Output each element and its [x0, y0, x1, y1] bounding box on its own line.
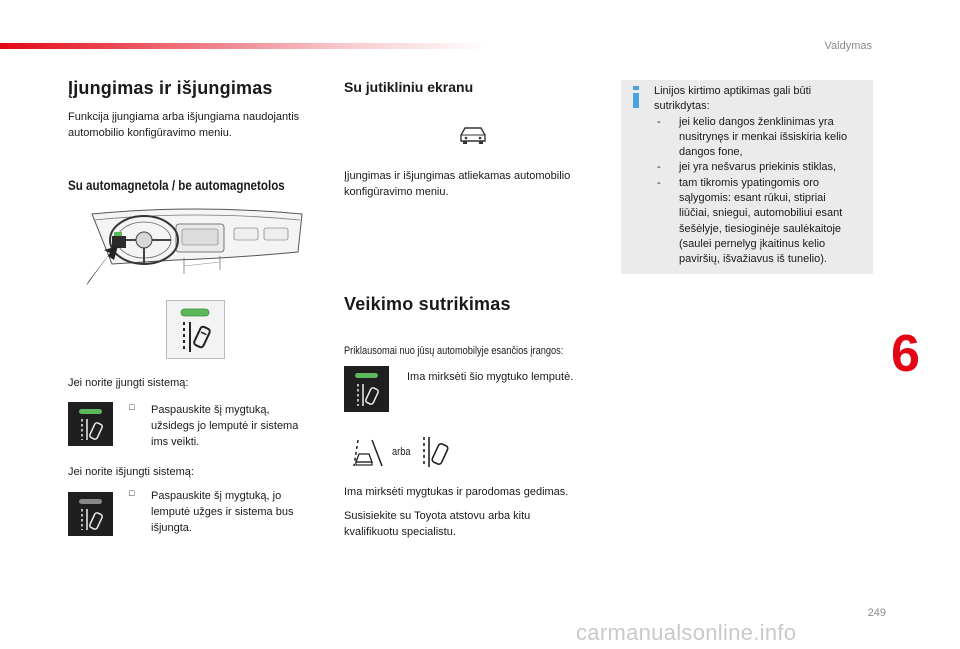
car-icon	[458, 125, 488, 145]
info-box	[621, 80, 873, 274]
info-line: jei yra nešvarus priekinis stiklas,	[679, 161, 837, 174]
depends-note: Priklausomai nuo jūsų automobilyje esančios įrangos:	[344, 345, 564, 357]
info-line: paviršių, išvažiavus iš tunelio).	[679, 253, 827, 266]
disable-line-2: lemputė užges ir sistema bus	[151, 506, 294, 518]
enable-line-3: ims veikti.	[151, 436, 200, 448]
touchscreen-paragraph	[344, 168, 604, 200]
check-icon: □	[129, 402, 135, 412]
enable-label: Jei norite įjungti sistemą:	[68, 377, 189, 389]
blink-lamp-text: Ima mirksėti šio mygtuko lemputė.	[407, 371, 574, 383]
header-red-bar	[0, 43, 490, 49]
subheading-radio: Su automagnetola / be automagnetolos	[68, 178, 285, 193]
disable-line-3: išjungta.	[151, 522, 192, 534]
disable-line-1: Paspauskite šį mygtuką, jo	[151, 490, 282, 502]
info-dash: -	[657, 176, 661, 189]
info-line: (saulei pernelyg įkaitinus kelio	[679, 237, 826, 250]
touchscreen-heading: Su jutikliniu ekranu	[344, 79, 474, 95]
contact-line-1: Susisiekite su Toyota atstovu arba kitu	[344, 510, 531, 522]
info-line: šešėlyje, tiesioginėje saulėkaitoje	[679, 222, 842, 235]
info-line: tam tikromis ypatingomis oro	[679, 176, 819, 189]
info-line: liūčiai, sniegui, automobiliui esant	[679, 207, 843, 220]
or-text: arba	[392, 446, 411, 458]
enable-line-1: Paspauskite šį mygtuką,	[151, 404, 270, 416]
page-heading: Įjungimas ir išjungimas	[68, 78, 273, 98]
info-line: dangos fone,	[679, 146, 743, 159]
blinking-lamp-button-icon	[344, 366, 389, 412]
contact-paragraph	[344, 508, 604, 540]
disable-instruction	[126, 488, 326, 536]
info-item	[654, 176, 869, 268]
button-off-icon	[68, 492, 113, 536]
enable-line-2: užsidegs jo lemputė ir sistema	[151, 420, 299, 432]
chapter-number: 6	[891, 325, 920, 383]
info-item	[654, 160, 869, 175]
enable-instruction	[126, 402, 326, 450]
dashboard-illustration	[84, 206, 306, 294]
watermark: carmanualsonline.info	[576, 620, 797, 645]
contact-line-2: kvalifikuotu specialistu.	[344, 526, 456, 538]
info-item	[654, 115, 869, 161]
lane-warning-icon	[352, 438, 384, 468]
button-on-icon	[68, 402, 113, 446]
fault-heading: Veikimo sutrikimas	[344, 294, 511, 314]
blink-button-text: Ima mirksėti mygtukas ir parodomas gedimas.	[344, 486, 569, 498]
disable-label: Jei norite išjungti sistemą:	[68, 466, 194, 478]
touchscreen-line-2: konfigūravimo meniu.	[344, 186, 449, 198]
intro-line-1: Funkcija įjungiama arba išjungiama naudojantis	[68, 111, 300, 123]
info-dash: -	[657, 161, 661, 174]
info-line: sąlygomis: esant rūkui, stipriai	[679, 192, 826, 205]
info-dash: -	[657, 115, 661, 128]
lane-departure-button-icon	[166, 300, 225, 359]
check-icon: □	[129, 488, 135, 498]
info-intro-1: Linijos kirtimo aptikimas gali būti	[654, 85, 812, 97]
page-number: 249	[867, 607, 886, 619]
section-title: Valdymas	[824, 40, 872, 52]
info-intro-2: sutrikdytas:	[654, 100, 710, 113]
intro-line-2: automobilio konfigūravimo meniu.	[68, 127, 232, 139]
info-line: jei kelio dangos ženklinimas yra	[679, 115, 834, 128]
lane-button-outline-icon	[419, 434, 449, 470]
info-icon	[631, 86, 641, 108]
intro-paragraph	[68, 109, 328, 141]
info-line: nusitrynęs ir menkai išsiskiria kelio	[679, 130, 848, 143]
touchscreen-line-1: Įjungimas ir išjungimas atliekamas automobilio	[344, 170, 571, 182]
info-text	[654, 84, 869, 268]
